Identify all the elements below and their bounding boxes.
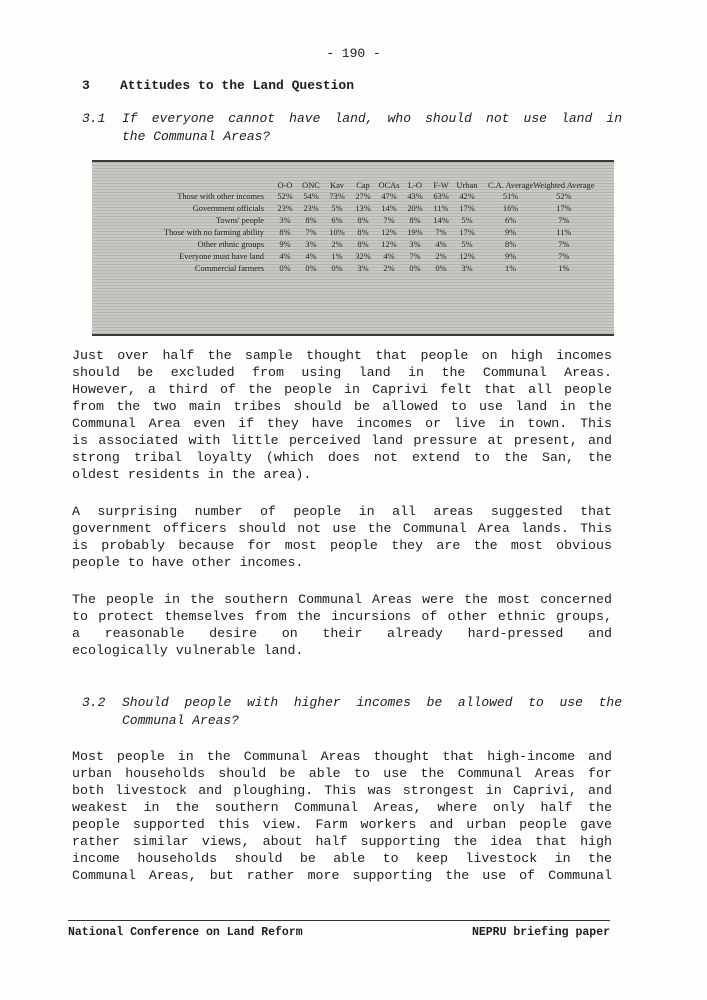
table-cell: 19%	[407, 227, 423, 237]
table-cell: 4%	[305, 251, 317, 261]
row-label: Towns' people	[215, 215, 264, 225]
paragraph-3	[72, 591, 612, 659]
table-cell: 8%	[409, 215, 421, 225]
column-header: Weighted Average	[533, 181, 595, 190]
table-cell: 11%	[433, 203, 449, 213]
column-header: Urban	[456, 181, 478, 190]
table-cell: 52%	[556, 191, 572, 201]
table-cell: 7%	[383, 215, 395, 225]
table-cell: 8%	[505, 239, 517, 249]
table-cell: 7%	[558, 215, 570, 225]
text-line: Communal Area even if they have incomes or live in town. This	[72, 416, 612, 431]
column-header: OCAs	[378, 181, 400, 190]
question-text-line: Should people with higher incomes be allowed to use the	[122, 695, 622, 710]
table-cell: 8%	[357, 239, 369, 249]
footer-series-title: NEPRU briefing paper	[471, 926, 610, 939]
table-cell: 1%	[331, 251, 343, 261]
table-cell: 1%	[558, 263, 570, 273]
table-row	[96, 214, 594, 226]
table-cell: 3%	[461, 263, 473, 273]
question-heading-3-2	[82, 694, 622, 730]
table-cell: 16%	[502, 203, 519, 213]
table-cell: 3%	[279, 215, 291, 225]
table-cell: 4%	[279, 251, 291, 261]
table-cell: 9%	[505, 251, 517, 261]
table-cell: 2%	[331, 239, 343, 249]
table-row	[96, 250, 594, 262]
text-line: The people in the southern Communal Areas were the most concerned	[72, 592, 612, 607]
question-number: 3.2	[82, 695, 106, 710]
table-cell: 42%	[459, 191, 475, 201]
table-cell: 52%	[277, 191, 293, 201]
table-row	[96, 202, 594, 214]
table-cell: 4%	[435, 239, 447, 249]
question-text-line: the Communal Areas?	[122, 129, 271, 144]
table-cell: 14%	[433, 215, 449, 225]
table-cell: 2%	[435, 251, 447, 261]
results-table	[96, 178, 594, 274]
text-line: government officers should not use the Communal Area lands. This	[72, 521, 612, 536]
footer-divider	[68, 920, 610, 921]
row-label: Those with other incomes	[177, 191, 264, 201]
section-heading	[82, 78, 354, 93]
text-line: A surprising number of people in all areas suggested that	[72, 504, 612, 519]
paragraph-1	[72, 347, 612, 483]
table-cell: 8%	[305, 215, 317, 225]
text-line: strong tribal loyalty (which does not extend to the San, the	[72, 450, 612, 465]
table-cell: 8%	[279, 227, 291, 237]
table-cell: 12%	[381, 239, 397, 249]
text-line: a reasonable desire on their already hard-pressed and	[72, 626, 612, 641]
table-cell: 11%	[556, 227, 572, 237]
table-cell: 12%	[459, 251, 475, 261]
table-body	[96, 190, 594, 274]
table-cell: 47%	[381, 191, 397, 201]
text-line: should be excluded from using land in the Communal Areas.	[72, 365, 612, 380]
table-cell: 2%	[383, 263, 395, 273]
table-row	[96, 190, 594, 202]
table-cell: 73%	[329, 191, 345, 201]
question-heading-3-1	[82, 110, 622, 146]
column-header: Kav	[330, 181, 344, 190]
text-line: Most people in the Communal Areas thought that high-income and	[72, 749, 612, 764]
table-row	[96, 226, 594, 238]
text-line: Communal Areas, but rather more supporting the use of Communal	[72, 868, 612, 883]
row-label: Those with no farming ability	[163, 227, 264, 237]
column-header: C.A. Average	[488, 181, 534, 190]
page-number: - 190 -	[326, 46, 381, 61]
table-cell: 20%	[407, 203, 423, 213]
table-cell: 5%	[461, 239, 473, 249]
text-line: rather similar views, about half supporting the idea that high	[72, 834, 612, 849]
table-cell: 9%	[279, 239, 291, 249]
text-line: is associated with little perceived land pressure at present, and	[72, 433, 612, 448]
text-line: ecologically vulnerable land.	[72, 643, 304, 658]
text-line: both livestock and ploughing. This was strongest in Caprivi, and	[72, 783, 612, 798]
text-line: people supported this view. Farm workers and urban people gave	[72, 817, 612, 832]
table-cell: 3%	[357, 263, 369, 273]
table-cell: 43%	[407, 191, 423, 201]
table-cell: 7%	[305, 227, 317, 237]
question-text-line: If everyone cannot have land, who should not use land in	[122, 111, 622, 126]
table-cell: 23%	[303, 203, 319, 213]
question-number: 3.1	[82, 111, 106, 126]
text-line: oldest residents in the area).	[72, 467, 312, 482]
text-line: income households should be able to keep livestock in the	[72, 851, 612, 866]
text-line: to protect themselves from the incursions of other ethnic groups,	[72, 609, 612, 624]
text-line: is probably because for most people they are the most obvious	[72, 538, 612, 553]
table-cell: 10%	[329, 227, 345, 237]
paragraph-4	[72, 748, 612, 884]
table-header-row	[96, 178, 594, 190]
column-header: F-W	[433, 181, 449, 190]
table-cell: 8%	[357, 215, 369, 225]
table-cell: 32%	[355, 251, 371, 261]
text-line: weakest in the southern Communal Areas, where only half the	[72, 800, 612, 815]
table-row	[96, 238, 594, 250]
section-number: 3	[82, 78, 90, 93]
table-cell: 1%	[505, 263, 517, 273]
table-cell: 27%	[355, 191, 371, 201]
table-cell: 17%	[459, 203, 475, 213]
table-cell: 63%	[433, 191, 449, 201]
table-cell: 14%	[381, 203, 397, 213]
row-label: Government officials	[192, 203, 264, 213]
table-cell: 17%	[556, 203, 572, 213]
table-cell: 5%	[331, 203, 343, 213]
column-header: Cap	[356, 181, 370, 190]
table-cell: 8%	[357, 227, 369, 237]
table-cell: 54%	[303, 191, 319, 201]
footer-conference-title: National Conference on Land Reform	[68, 926, 303, 939]
column-header: ONC	[302, 181, 320, 190]
table-cell: 13%	[355, 203, 371, 213]
table-cell: 0%	[435, 263, 447, 273]
row-label: Everyone must have land	[179, 251, 264, 261]
table-cell: 7%	[409, 251, 421, 261]
table-cell: 7%	[435, 227, 447, 237]
section-title: Attitudes to the Land Question	[120, 78, 355, 93]
question-text-line: Communal Areas?	[122, 713, 240, 728]
table-cell: 0%	[279, 263, 291, 273]
text-line: However, a third of the people in Caprivi felt that all people	[72, 382, 612, 397]
table-row	[96, 262, 594, 274]
table-cell: 9%	[505, 227, 517, 237]
table-cell: 23%	[277, 203, 293, 213]
table-cell: 0%	[331, 263, 343, 273]
table-cell: 51%	[502, 191, 519, 201]
table-cell: 4%	[383, 251, 395, 261]
survey-results-table	[92, 160, 614, 336]
table-cell: 17%	[459, 227, 475, 237]
table-cell: 3%	[409, 239, 421, 249]
column-header: O-O	[277, 181, 293, 190]
text-line: Just over half the sample thought that people on high incomes	[72, 348, 612, 363]
row-label: Other ethnic groups	[197, 239, 264, 249]
table-cell: 7%	[558, 239, 570, 249]
text-line: urban households should be able to use the Communal Areas for	[72, 766, 612, 781]
table-cell: 5%	[461, 215, 473, 225]
table-cell: 7%	[558, 251, 570, 261]
text-line: from the two main tribes should be allowed to use land in the	[72, 399, 612, 414]
paragraph-2	[72, 503, 612, 571]
column-header: L-O	[408, 181, 422, 190]
table-cell: 0%	[409, 263, 421, 273]
table-cell: 3%	[305, 239, 317, 249]
row-label: Commercial farmers	[194, 263, 264, 273]
table-cell: 0%	[305, 263, 317, 273]
text-line: people to have other incomes.	[72, 555, 304, 570]
table-cell: 6%	[331, 215, 343, 225]
table-cell: 6%	[505, 215, 517, 225]
table-cell: 12%	[381, 227, 397, 237]
